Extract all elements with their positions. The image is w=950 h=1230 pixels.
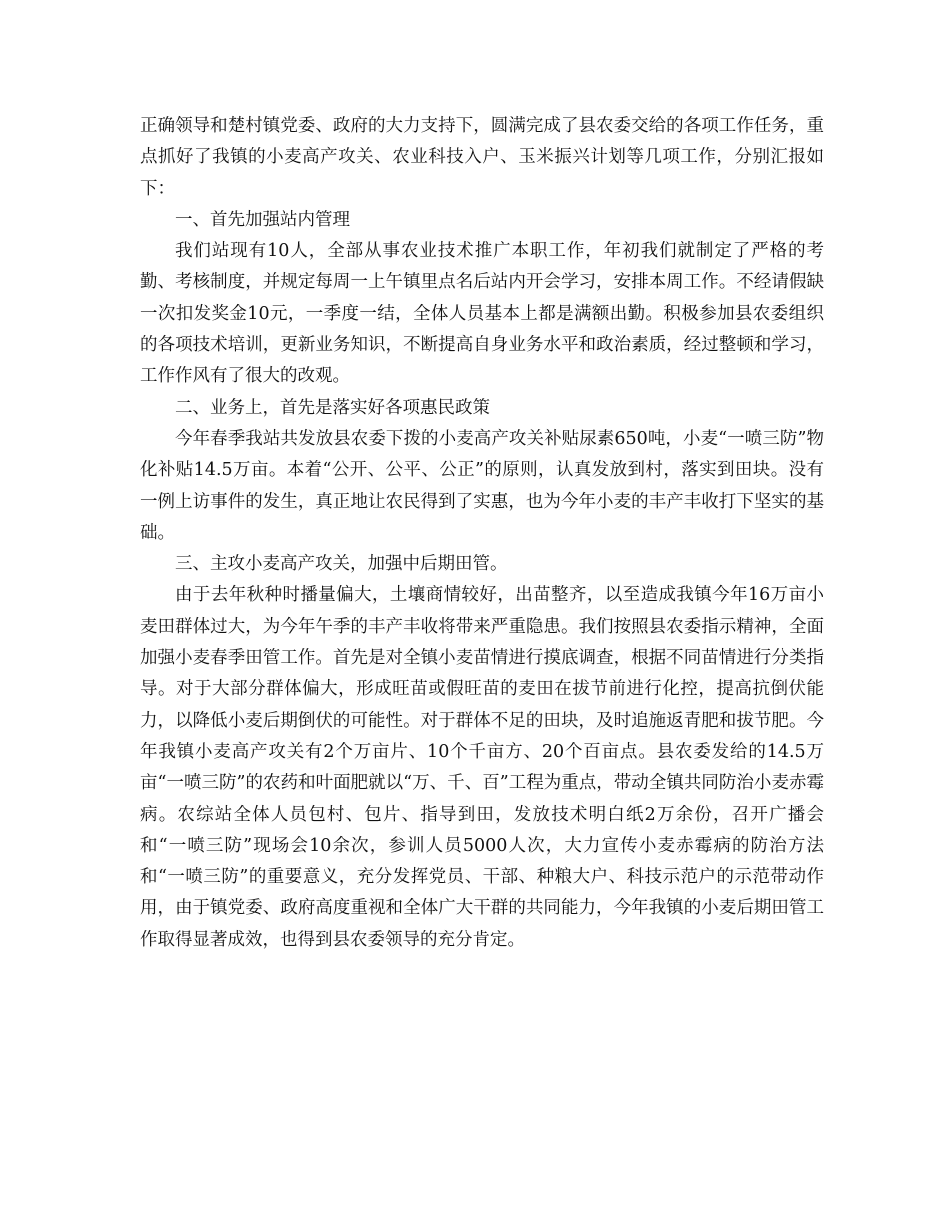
section-heading-3: 三、主攻小麦高产攻关，加强中后期田管。 <box>175 554 508 575</box>
document-body <box>140 111 824 956</box>
paragraph-station-management: 我们站现有10人，全部从事农业技术推广本职工作，年初我们就制定了严格的考勤、考核制度，并规定每周一上午镇里点名后站内开会学习，安排本周工作。不经请假缺一次扣发奖金10元，一季度一结，全体人员基本上都是满额出勤。积极参加县农委组织的各项技术培训，更新业务知识，不断提高自身业务水平和政治素质，经过整顿和学习，工作作风有了很大的改观。 <box>140 241 824 387</box>
paragraph-intro: 正确领导和楚村镇党委、政府的大力支持下，圆满完成了县农委交给的各项工作任务，重点抓好了我镇的小麦高产攻关、农业科技入户、玉米振兴计划等几项工作，分别汇报如下： <box>140 116 824 199</box>
paragraph-wheat-management: 由于去年秋种时播量偏大，土壤商情较好，出苗整齐，以至造成我镇今年16万亩小麦田群体过大，为今年午季的丰产丰收将带来严重隐患。我们按照县农委指示精神，全面加强小麦春季田管工作。首先是对全镇小麦苗情进行摸底调查，根据不同苗情进行分类指导。对于大部分群体偏大，形成旺苗或假旺苗的麦田在拔节前进行化控，提高抗倒伏能力，以降低小麦后期倒伏的可能性。对于群体不足的田块，及时追施返青肥和拔节肥。今年我镇小麦高产攻关有2个万亩片、10个千亩方、20个百亩点。县农委发给的14.5万亩“一喷三防”的农药和叶面肥就以“万、千、百”工程为重点，带动全镇共同防治小麦赤霉病。农综站全体人员包村、包片、指导到田，发放技术明白纸2万余份，召开广播会和“一喷三防”现场会10余次，参训人员5000人次，大力宣传小麦赤霉病的防治方法和“一喷三防”的重要意义，充分发挥党员、干部、种粮大户、科技示范户的示范带动作用，由于镇党委、政府高度重视和全体广大干群的共同能力，今年我镇的小麦后期田管工作取得显著成效，也得到县农委领导的充分肯定。 <box>140 585 824 950</box>
section-heading-1: 一、首先加强站内管理 <box>175 209 350 230</box>
paragraph-subsidy-policy: 今年春季我站共发放县农委下拨的小麦高产攻关补贴尿素650吨，小麦“一喷三防”物化补贴14.5万亩。本着“公开、公平、公正”的原则，认真发放到村，落实到田块。没有一例上访事件的发生，真正地让农民得到了实惠，也为今年小麦的丰产丰收打下坚实的基础。 <box>140 428 824 543</box>
section-heading-2: 二、业务上，首先是落实好各项惠民政策 <box>175 397 490 418</box>
